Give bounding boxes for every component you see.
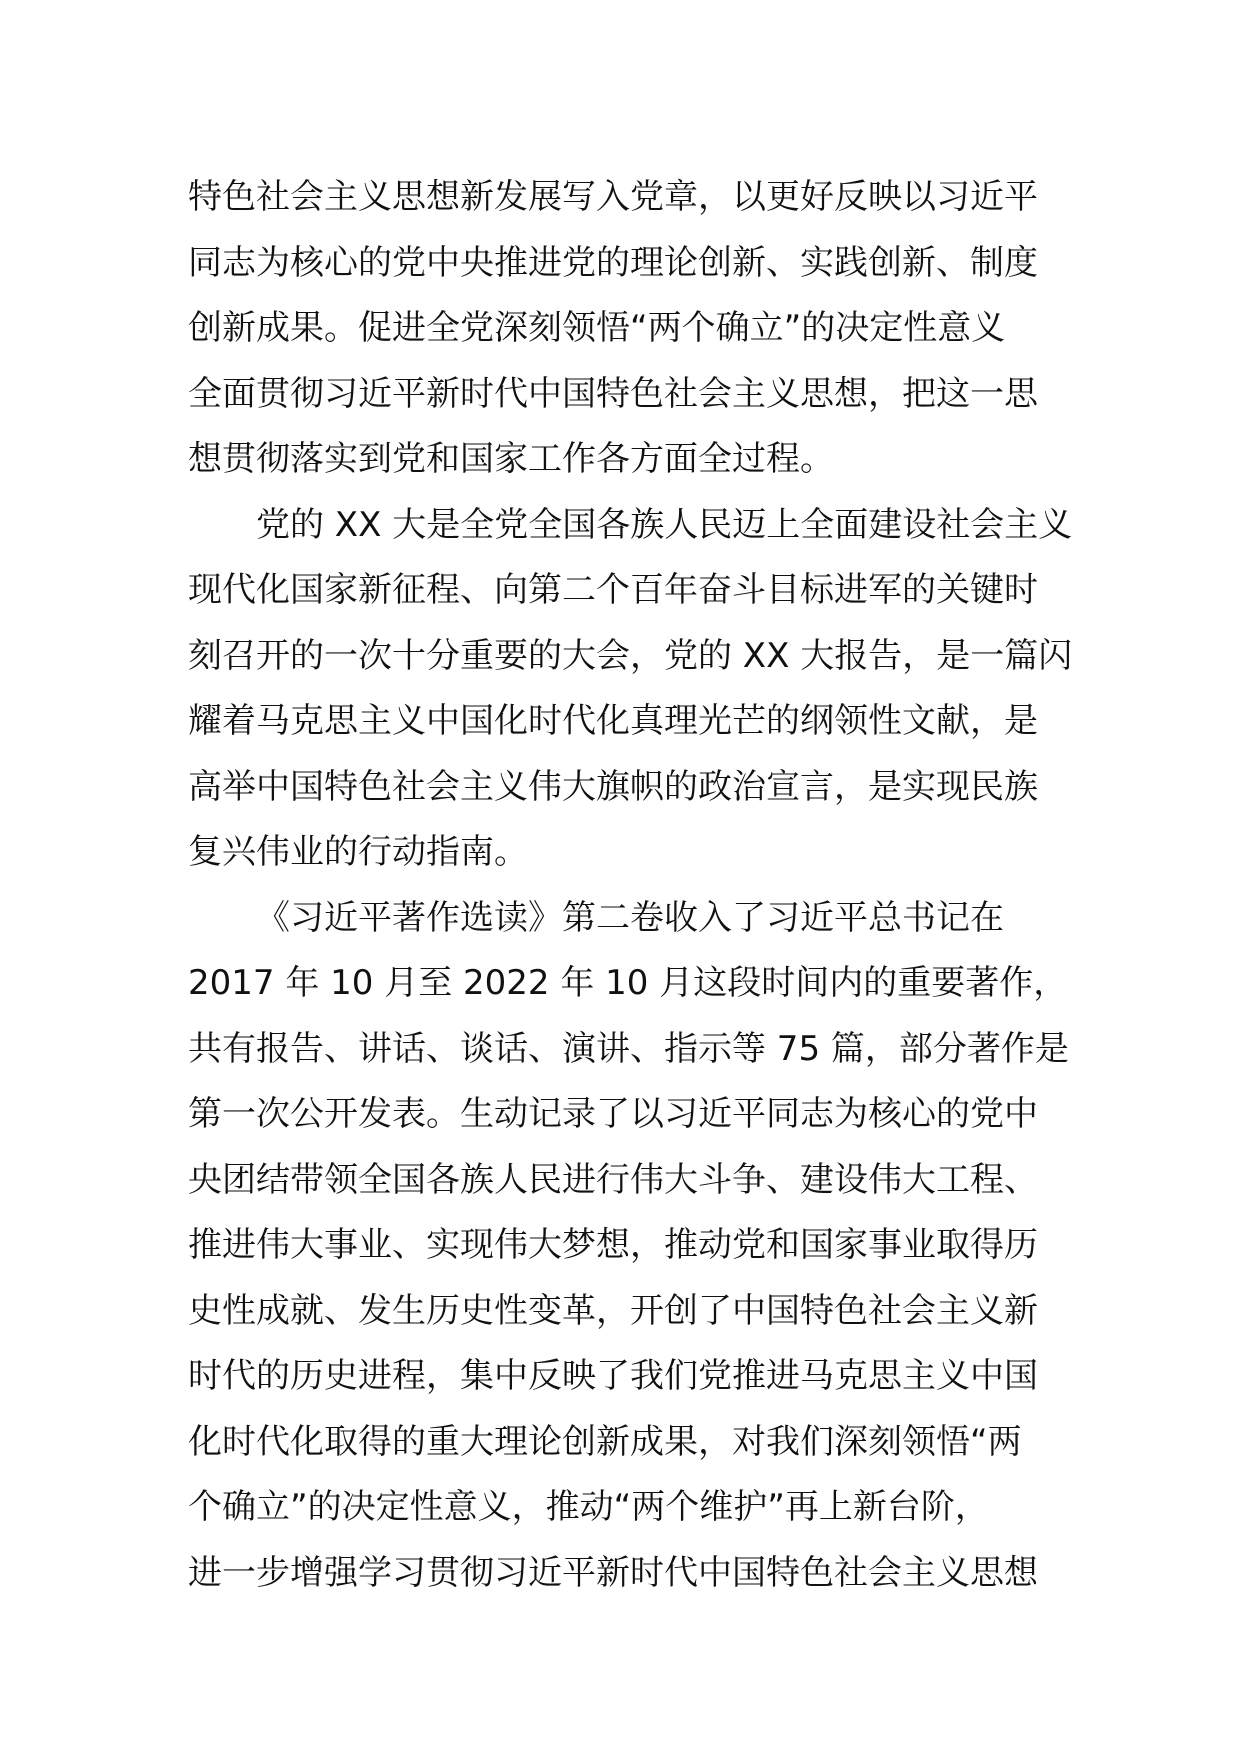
text-line: 刻召开的一次十分重要的大会，党的 XX 大报告，是一篇闪 [188,635,1073,676]
text-line: 创新成果。促进全党深刻领悟“两个确立”的决定性意义 [188,308,1006,348]
text-line: 推进伟大事业、实现伟大梦想，推动党和国家事业取得历 [188,1225,1038,1265]
text-line: 2017 年 10 月至 2022 年 10 月这段时间内的重要著作， [188,963,1068,1003]
text-line: 进一步增强学习贯彻习近平新时代中国特色社会主义思想 [188,1552,1038,1593]
text-line: 史性成就、发生历史性变革，开创了中国特色社会主义新 [188,1290,1038,1331]
text-line: 共有报告、讲话、谈话、演讲、指示等 75 篇，部分著作是 [188,1028,1069,1069]
text-line: 化时代化取得的重大理论创新成果，对我们深刻领悟“两 [188,1421,1022,1462]
text-line: 复兴伟业的行动指南。 [188,832,528,872]
text-line: 个确立”的决定性意义，推动“两个维护”再上新台阶， [188,1487,989,1527]
text-line: 特色社会主义思想新发展写入党章，以更好反映以习近平 [188,177,1038,217]
text-line: 时代的历史进程，集中反映了我们党推进马克思主义中国 [188,1356,1038,1396]
text-line: 同志为核心的党中央推进党的理论创新、实践创新、制度 [188,242,1038,283]
text-line: 想贯彻落实到党和国家工作各方面全过程。 [188,439,834,479]
text-line: 第一次公开发表。生动记录了以习近平同志为核心的党中 [188,1094,1038,1134]
paragraph-start-line: 《习近平著作选读》第二卷收入了习近平总书记在 [256,897,1004,938]
text-line: 央团结带领全国各族人民进行伟大斗争、建设伟大工程、 [188,1159,1038,1200]
text-line: 全面贯彻习近平新时代中国特色社会主义思想，把这一思 [188,373,1038,414]
document-body [188,165,1073,1606]
paragraph-start-line: 党的 XX 大是全党全国各族人民迈上全面建设社会主义 [256,504,1073,545]
text-line: 现代化国家新征程、向第二个百年奋斗目标进军的关键时 [188,570,1038,610]
text-line: 高举中国特色社会主义伟大旗帜的政治宣言，是实现民族 [188,766,1038,807]
text-line: 耀着马克思主义中国化时代化真理光芒的纲领性文献，是 [188,701,1038,741]
